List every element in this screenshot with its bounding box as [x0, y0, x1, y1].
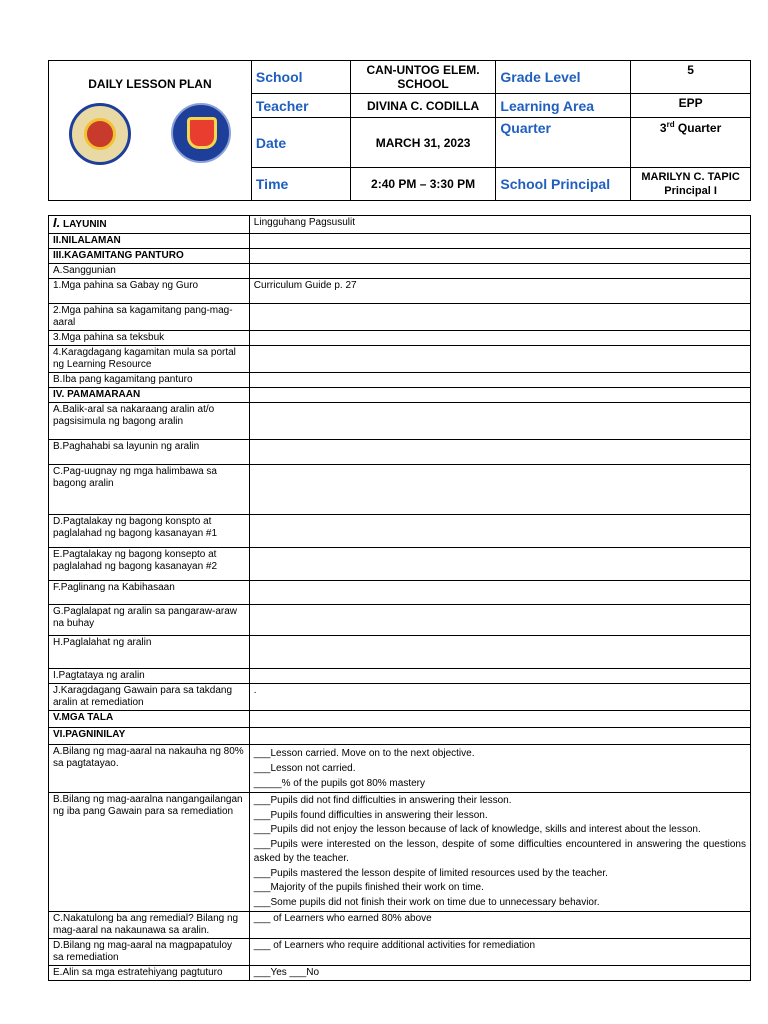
- checklist-line: ___Pupils were interested on the lesson, despite of some difficulties encountered in answering the questions asked by the teacher.: [253, 838, 746, 864]
- row-label: V.MGA TALA: [49, 711, 250, 728]
- table-row: [49, 581, 751, 605]
- school-value: CAN-UNTOG ELEM. SCHOOL: [350, 61, 496, 94]
- table-row: [49, 939, 751, 966]
- row-value: [249, 264, 750, 279]
- row-value: [249, 465, 750, 515]
- table-row: [49, 264, 751, 279]
- checklist-line: _____% of the pupils got 80% mastery: [253, 778, 425, 789]
- row-label: J.Karagdagang Gawain para sa takdang aralin at remediation: [49, 684, 250, 711]
- row-value: [249, 403, 750, 440]
- checklist-line: ___Pupils did not enjoy the lesson because of lack of knowledge, skills and interest about the lesson.: [253, 824, 701, 835]
- table-row: [49, 440, 751, 465]
- checklist-line: ___Pupils found difficulties in answering their lesson.: [253, 809, 488, 821]
- date-label: Date: [251, 118, 350, 168]
- row-value: Curriculum Guide p. 27: [249, 279, 750, 304]
- row-value: .: [249, 684, 750, 711]
- principal-name: MARILYN C. TAPIC: [641, 171, 740, 183]
- row-label: 3.Mga pahina sa teksbuk: [49, 331, 250, 346]
- row-label: A.Sanggunian: [49, 264, 250, 279]
- row-value: [249, 669, 750, 684]
- table-row: [49, 515, 751, 548]
- row-label: III.KAGAMITANG PANTURO: [49, 249, 250, 264]
- quarter-word: Quarter: [674, 121, 722, 135]
- row-label: IV. PAMAMARAAN: [49, 388, 250, 403]
- row-value: [249, 745, 750, 793]
- row-value: [249, 548, 750, 581]
- row-label: A.Bilang ng mag-aaral na nakauha ng 80% sa pagtatayao.: [49, 745, 250, 793]
- row-label: 4.Karagdagang kagamitan mula sa portal ng Learning Resource: [49, 346, 250, 373]
- row-value: ___Yes ___No: [249, 966, 750, 981]
- table-row: [49, 711, 751, 728]
- table-row: [49, 279, 751, 304]
- title-cell: [49, 61, 252, 201]
- row-label: H.Paglalahat ng aralin: [49, 636, 250, 669]
- date-value: MARCH 31, 2023: [350, 118, 496, 168]
- row-label-text: LAYUNIN: [60, 219, 107, 230]
- checklist-line: ___Pupils mastered the lesson despite of limited resources used by the teacher.: [253, 867, 608, 879]
- row-label: [49, 216, 250, 234]
- row-label: D.Bilang ng mag-aaral na magpapatuloy sa remediation: [49, 939, 250, 966]
- row-value: [249, 346, 750, 373]
- row-label: G.Paglalapat ng aralin sa pangaraw-araw na buhay: [49, 605, 250, 636]
- row-value: [249, 234, 750, 249]
- grade-level-label: Grade Level: [496, 61, 631, 94]
- checklist-line: ___Lesson not carried.: [253, 763, 356, 774]
- header-table: [48, 60, 751, 201]
- row-value: [249, 728, 750, 745]
- row-label: II.NILALAMAN: [49, 234, 250, 249]
- document-title: DAILY LESSON PLAN: [88, 77, 212, 91]
- table-row: [49, 388, 751, 403]
- table-row: [49, 745, 751, 793]
- row-value: [249, 249, 750, 264]
- logos: [53, 103, 247, 165]
- checklist-line: ___Some pupils did not finish their work on time due to unnecessary behavior.: [253, 896, 600, 908]
- table-row: [49, 216, 751, 234]
- principal-value: [631, 168, 751, 201]
- row-value: [249, 388, 750, 403]
- table-row: [49, 346, 751, 373]
- table-row: [49, 605, 751, 636]
- row-value: [249, 711, 750, 728]
- checklist-line: ___Lesson carried. Move on to the next objective.: [253, 748, 475, 759]
- row-label: E.Alin sa mga estratehiyang pagtuturo: [49, 966, 250, 981]
- teacher-value: DIVINA C. CODILLA: [350, 94, 496, 118]
- row-value: [249, 304, 750, 331]
- table-row: [49, 684, 751, 711]
- row-label: I.Pagtataya ng aralin: [49, 669, 250, 684]
- row-label: 2.Mga pahina sa kagamitang pang-mag-aaral: [49, 304, 250, 331]
- deped-seal-icon: [69, 103, 131, 165]
- row-label: B.Bilang ng mag-aaralna nangangailangan ng iba pang Gawain para sa remediation: [49, 793, 250, 912]
- table-row: [49, 465, 751, 515]
- table-row: [49, 548, 751, 581]
- row-value: [249, 605, 750, 636]
- row-value: [249, 331, 750, 346]
- checklist-line: ___Pupils did not find difficulties in answering their lesson.: [253, 795, 512, 806]
- lesson-plan-table: [48, 215, 751, 981]
- row-value: ___ of Learners who require additional activities for remediation: [249, 939, 750, 966]
- time-value: 2:40 PM – 3:30 PM: [350, 168, 496, 201]
- row-label: B.Paghahabi sa layunin ng aralin: [49, 440, 250, 465]
- row-value: [249, 581, 750, 605]
- row-label: E.Pagtalakay ng bagong konsepto at paglalahad ng bagong kasanayan #2: [49, 548, 250, 581]
- principal-label: School Principal: [496, 168, 631, 201]
- row-value: ___ of Learners who earned 80% above: [249, 912, 750, 939]
- table-row: [49, 966, 751, 981]
- table-row: [49, 234, 751, 249]
- table-row: [49, 331, 751, 346]
- row-value: [249, 636, 750, 669]
- row-label-prefix: I.: [53, 215, 61, 230]
- row-label: 1.Mga pahina sa Gabay ng Guro: [49, 279, 250, 304]
- row-value: [249, 440, 750, 465]
- table-row: [49, 669, 751, 684]
- row-value: [249, 515, 750, 548]
- row-label: F.Paglinang na Kabihasaan: [49, 581, 250, 605]
- time-label: Time: [251, 168, 350, 201]
- school-seal-icon: [171, 103, 231, 163]
- quarter-number: 3: [659, 121, 667, 135]
- table-row: [49, 636, 751, 669]
- quarter-suffix: rd: [666, 120, 675, 129]
- table-row: [49, 403, 751, 440]
- checklist-line: ___Majority of the pupils finished their work on time.: [253, 882, 484, 893]
- table-row: [49, 793, 751, 912]
- learning-area-label: Learning Area: [496, 94, 631, 118]
- quarter-value: [631, 118, 751, 168]
- row-value: [249, 793, 750, 912]
- row-label: C.Pag-uugnay ng mga halimbawa sa bagong aralin: [49, 465, 250, 515]
- row-value: [249, 373, 750, 388]
- row-label: A.Balik-aral sa nakaraang aralin at/o pagsisimula ng bagong aralin: [49, 403, 250, 440]
- quarter-label: Quarter: [496, 118, 631, 168]
- table-row: [49, 912, 751, 939]
- row-label: C.Nakatulong ba ang remedial? Bilang ng mag-aaral na nakaunawa sa aralin.: [49, 912, 250, 939]
- table-row: [49, 728, 751, 745]
- principal-title: Principal I: [664, 185, 717, 197]
- grade-level-value: 5: [631, 61, 751, 94]
- row-label: VI.PAGNINILAY: [49, 728, 250, 745]
- table-row: [49, 304, 751, 331]
- teacher-label: Teacher: [251, 94, 350, 118]
- row-label: B.Iba pang kagamitang panturo: [49, 373, 250, 388]
- row-value: Lingguhang Pagsusulit: [249, 216, 750, 234]
- table-row: [49, 373, 751, 388]
- learning-area-value: EPP: [631, 94, 751, 118]
- row-label: D.Pagtalakay ng bagong konspto at paglalahad ng bagong kasanayan #1: [49, 515, 250, 548]
- school-label: School: [251, 61, 350, 94]
- table-row: [49, 249, 751, 264]
